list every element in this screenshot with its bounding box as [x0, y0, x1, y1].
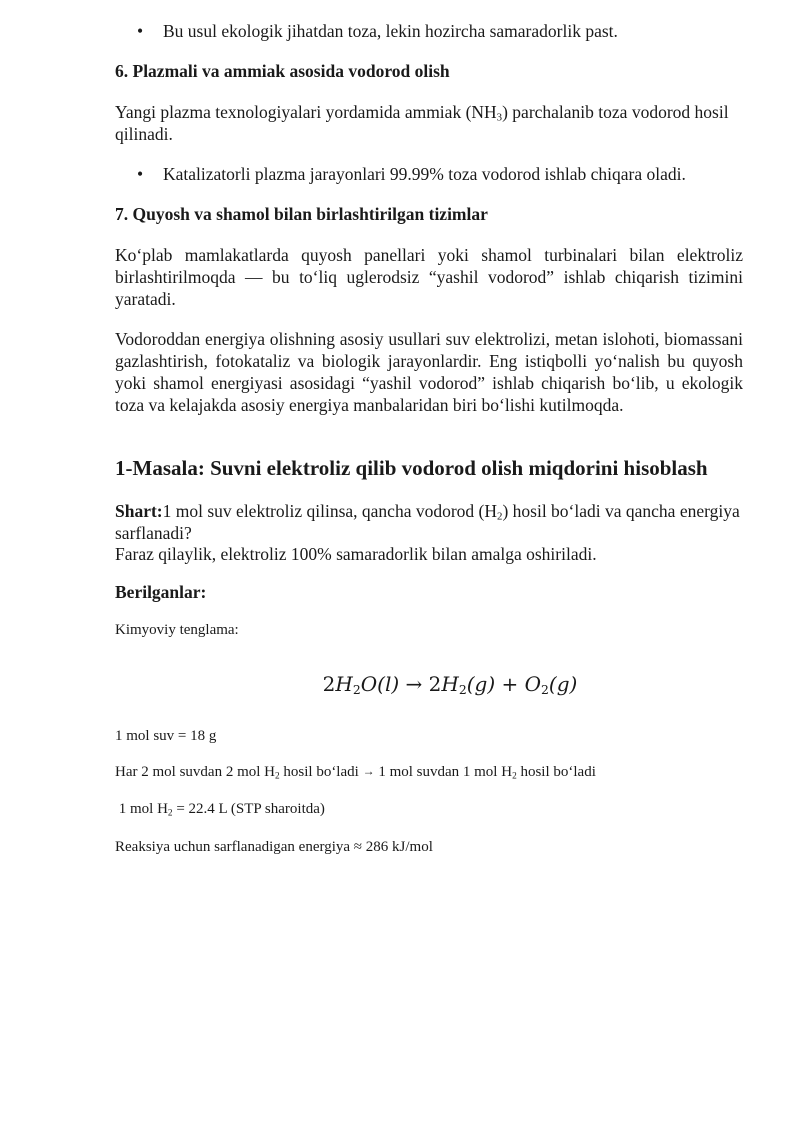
given-text: Har 2 mol suvdan 2 mol H	[115, 764, 275, 780]
list-item-text: Katalizatorli plazma jarayonlari 99.99% toza vodorod ishlab chiqara oladi.	[163, 164, 686, 184]
subscript: 2	[167, 808, 173, 819]
given-text: hosil bo‘ladi	[279, 764, 363, 780]
phase: (g)	[548, 672, 578, 696]
chemical-equation	[115, 672, 785, 696]
problem-condition	[115, 500, 743, 544]
given-line-3	[115, 801, 325, 818]
given-line-4: Reaksiya uchun sarflanadigan energiya ≈ 286 kJ/mol	[115, 839, 433, 855]
list-item-text: Bu usul ekologik jihatdan toza, lekin hozircha samaradorlik past.	[163, 21, 618, 41]
coefficient: 2	[428, 672, 442, 696]
element: O	[524, 672, 542, 696]
assumption-text: Faraz qilaylik, elektroliz 100% samaradorlik bilan amalga oshiriladi.	[115, 544, 597, 564]
subscript: 2	[352, 682, 361, 698]
subscript: 3	[496, 111, 503, 124]
section-7-paragraph-1: Ko‘plab mamlakatlarda quyosh panellari yoki shamol turbinalari bilan elektroliz birlashtirilmoqda — bu to‘liq uglerodsiz “yashil vodorod” ishlab chiqarish tizimini yaratadi.	[115, 245, 743, 309]
coefficient: 2	[322, 672, 336, 696]
given-line-2	[115, 764, 596, 781]
subscript: 2	[497, 510, 503, 523]
phase: (l)	[377, 672, 400, 696]
subscript: 2	[512, 771, 517, 782]
equation-label: Kimyoviy tenglama:	[115, 622, 239, 638]
section-6-paragraph	[115, 101, 743, 145]
arrow-icon: →	[362, 764, 375, 778]
given-heading: Berilganlar:	[115, 582, 207, 602]
given-text: 1 mol suvdan 1 mol H	[374, 764, 513, 780]
condition-text: 1 mol suv elektroliz qilinsa, qancha vodorod (H	[162, 501, 498, 521]
phase: (g)	[466, 672, 496, 696]
element: H	[441, 672, 459, 696]
section-7-paragraph-2: Vodoroddan energiya olishning asosiy usullari suv elektrolizi, metan islohoti, biomassani gazlashtirish, fotokataliz va biologik jarayonlardir. Eng istiqbolli yo‘nalish bu quyosh yoki shamol energiyasi asosidagi “yashil vodorod” ishlab chiqarish bo‘lib, u ekologik toza va kelajakda asosiy energiya manbalaridan biri bo‘lishi kutilmoqda.	[115, 329, 743, 415]
paragraph-text: ) parchalanib toza vodorod hosil qilinadi.	[115, 102, 729, 144]
bullet-dot: •	[137, 164, 144, 184]
element: O	[360, 672, 378, 696]
section-6-heading: 6. Plazmali va ammiak asosida vodorod olish	[115, 61, 450, 81]
subscript: 2	[458, 682, 467, 698]
subscript: 2	[274, 771, 280, 782]
element: H	[335, 672, 353, 696]
given-text: 1 mol H	[115, 801, 168, 817]
reaction-arrow: →	[405, 672, 423, 696]
section-7-heading: 7. Quyosh va shamol bilan birlashtirilgan tizimlar	[115, 204, 488, 224]
problem-title: 1-Masala: Suvni elektroliz qilib vodorod olish miqdorini hisoblash	[115, 456, 708, 480]
subscript: 2	[541, 682, 549, 698]
bullet-dot: •	[137, 21, 144, 41]
given-text: hosil bo‘ladi	[516, 764, 596, 780]
given-line-1: 1 mol suv = 18 g	[115, 728, 217, 744]
paragraph-text: Yangi plazma texnologiyalari yordamida ammiak (NH	[115, 102, 497, 122]
condition-label: Shart:	[115, 501, 163, 521]
given-text: = 22.4 L (STP sharoitda)	[172, 801, 325, 817]
plus-sign: +	[501, 672, 519, 696]
condition-text: ) hosil bo‘ladi va qancha energiya sarflanadi?	[115, 501, 740, 543]
